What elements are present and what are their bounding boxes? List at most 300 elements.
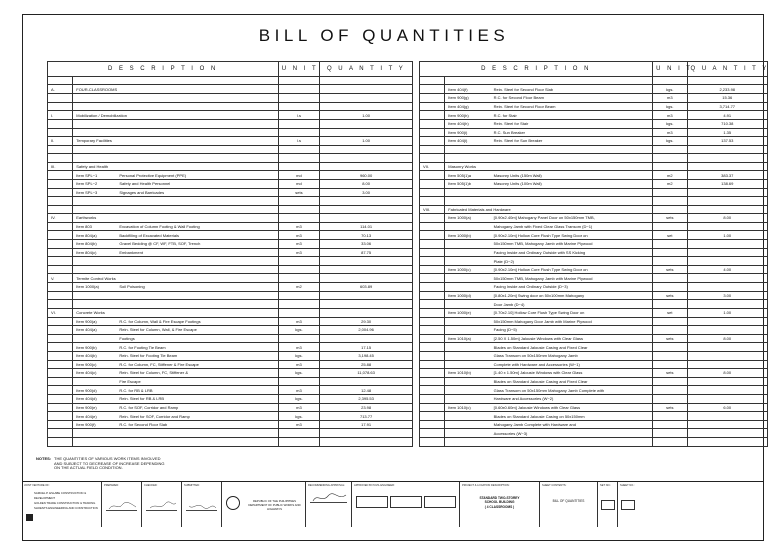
left-n-cell xyxy=(48,300,73,309)
column-gap xyxy=(413,283,420,292)
right-unit-cell xyxy=(653,343,687,352)
left-unit-cell xyxy=(278,308,319,317)
right-qty-cell xyxy=(687,326,768,335)
column-gap xyxy=(413,179,420,188)
right-qty-cell xyxy=(687,154,768,162)
right-desc-cell: Masonry Units (150m Wall) xyxy=(491,171,653,180)
table-row xyxy=(48,257,768,266)
right-qty-cell: 138.69 xyxy=(687,179,768,188)
right-desc-cell: Blades on Standard Jalousie Casing on 50x150mm xyxy=(491,412,653,421)
left-desc-cell: Rein. Steel for RB & LRB xyxy=(116,394,278,403)
left-qty-cell: 1.00 xyxy=(320,111,413,120)
left-qty-cell xyxy=(320,145,413,153)
right-qty-cell xyxy=(687,162,768,171)
left-n-cell xyxy=(48,257,73,266)
right-n-cell xyxy=(419,369,444,378)
project-line: STANDARD TWO-STOREY xyxy=(479,496,520,500)
left-item-cell: Mobilization / Demobilization xyxy=(73,111,117,120)
right-item-cell xyxy=(445,377,491,386)
right-unit-cell: sets xyxy=(653,334,687,343)
table-row xyxy=(48,274,768,283)
left-unit-cell xyxy=(278,214,319,223)
right-item-cell: Item 1010(c) xyxy=(445,403,491,412)
column-gap xyxy=(413,360,420,369)
left-unit-cell xyxy=(278,265,319,274)
right-unit-cell: m3 xyxy=(653,128,687,137)
left-desc-cell xyxy=(116,137,278,146)
right-item-cell: Item 404(f) xyxy=(445,85,491,94)
right-qty-cell: 3,714.77 xyxy=(687,102,768,111)
left-desc-cell: R.C. for Second Floor Slab xyxy=(116,420,278,429)
right-unit-cell xyxy=(653,154,687,162)
column-gap xyxy=(413,291,420,300)
right-qty-cell: 2,233.98 xyxy=(687,85,768,94)
dpwh-seal xyxy=(226,496,240,510)
right-qty-cell: 6.00 xyxy=(687,403,768,412)
left-n-cell xyxy=(48,197,73,205)
column-gap xyxy=(413,394,420,403)
table-row xyxy=(48,137,768,146)
table-row xyxy=(48,334,768,343)
left-item-cell xyxy=(73,197,117,205)
left-unit-cell xyxy=(278,257,319,266)
left-qty-cell: 603.89 xyxy=(320,283,413,292)
table-row xyxy=(48,248,768,257)
right-qty-cell xyxy=(687,240,768,249)
right-item-cell: Item 1010(b) xyxy=(445,369,491,378)
table-row xyxy=(48,420,768,429)
right-desc-cell: Glass Transom on 50x150mm Mahogany Jamb Complete with xyxy=(491,386,653,395)
column-gap xyxy=(413,351,420,360)
right-quantity-header: Q U A N T I T Y xyxy=(687,62,768,77)
left-qty-cell xyxy=(320,274,413,283)
table-row xyxy=(48,343,768,352)
right-item-cell xyxy=(445,145,491,153)
left-item-cell: Earthworks xyxy=(73,214,117,223)
venture-line: SHOENTS ENGINEERING AND CONSTRUCTION xyxy=(34,506,98,510)
approved-heading: APPROVED BY/CIVIL ENGINEER: xyxy=(354,484,395,487)
right-unit-cell xyxy=(653,240,687,249)
right-desc-cell: 50x150mm Mahogany Door Jamb with Marine Plywood xyxy=(491,317,653,326)
right-qty-cell xyxy=(687,197,768,205)
right-unit-cell xyxy=(653,77,687,85)
right-unit-cell: m2 xyxy=(653,179,687,188)
left-n-cell xyxy=(48,438,73,447)
right-qty-cell: 137.53 xyxy=(687,137,768,146)
left-qty-cell xyxy=(320,85,413,94)
table-row xyxy=(48,231,768,240)
right-item-cell: Item 505(1)b xyxy=(445,179,491,188)
left-qty-cell: 2,004.96 xyxy=(320,326,413,335)
left-qty-cell xyxy=(320,205,413,214)
left-n-cell xyxy=(48,119,73,128)
column-gap xyxy=(413,248,420,257)
right-n-cell xyxy=(419,240,444,249)
right-desc-cell: [0.90x2.10m] Hollow Core Flush Type Swing Door on xyxy=(491,265,653,274)
right-item-cell xyxy=(445,317,491,326)
right-qty-cell xyxy=(687,145,768,153)
left-n-cell xyxy=(48,291,73,300)
left-n-cell xyxy=(48,377,73,386)
sheet-no-heading: SHEET NO.: xyxy=(620,484,635,487)
right-item-cell: Item 900(h) xyxy=(445,111,491,120)
table-row xyxy=(48,429,768,438)
left-qty-cell: 3.00 xyxy=(320,188,413,197)
left-n-cell xyxy=(48,188,73,197)
left-item-cell: Item 404(b) xyxy=(73,351,117,360)
right-n-cell xyxy=(419,222,444,231)
right-unit-cell: set xyxy=(653,308,687,317)
left-desc-cell xyxy=(116,274,278,283)
right-qty-cell: 15.36 xyxy=(687,94,768,103)
left-qty-cell xyxy=(320,257,413,266)
left-unit-cell xyxy=(278,429,319,438)
right-qty-cell: 1.00 xyxy=(687,231,768,240)
right-qty-cell: 4.91 xyxy=(687,111,768,120)
left-desc-cell: R.C. for SOF, Corridor and Ramp xyxy=(116,403,278,412)
left-item-cell: FOUR-CLASSROOMS xyxy=(73,85,117,94)
left-qty-cell: 25.88 xyxy=(320,360,413,369)
left-item-cell xyxy=(73,154,117,162)
table-row xyxy=(48,308,768,317)
left-qty-cell: 29.30 xyxy=(320,317,413,326)
column-gap xyxy=(413,94,420,103)
right-desc-cell: [1.40 x 1.50m] Jalousie Windows with Clear Glass xyxy=(491,369,653,378)
right-n-cell xyxy=(419,179,444,188)
right-desc-cell xyxy=(491,77,653,85)
column-gap xyxy=(413,369,420,378)
left-item-cell xyxy=(73,145,117,153)
contractor-logo xyxy=(26,514,33,521)
right-qty-cell xyxy=(687,351,768,360)
right-desc-cell xyxy=(491,162,653,171)
right-desc-cell: Complete with Hardware and Accessories (W−1) xyxy=(491,360,653,369)
project-heading: PROJECT & LOCATION DESCRIPTION: xyxy=(462,484,510,487)
table-row xyxy=(48,111,768,120)
right-n-cell xyxy=(419,351,444,360)
column-gap xyxy=(413,386,420,395)
right-qty-cell: 8.00 xyxy=(687,369,768,378)
right-n-cell xyxy=(419,197,444,205)
table-row xyxy=(48,300,768,309)
right-unit-cell: sets xyxy=(653,369,687,378)
right-desc-cell: [2.50 X 1.50m] Jalousie Windows with Clear Glass xyxy=(491,334,653,343)
right-desc-cell: Mahogany Jamb with Fixed Clear Glass Transom (D−1) xyxy=(491,222,653,231)
project-line: ( 4 CLASSROOMS ) xyxy=(484,504,515,509)
left-unit-cell: m3 xyxy=(278,222,319,231)
left-n-cell xyxy=(48,222,73,231)
right-item-cell xyxy=(445,257,491,266)
right-n-cell xyxy=(419,119,444,128)
right-item-cell xyxy=(445,240,491,249)
left-item-cell xyxy=(73,429,117,438)
right-n-cell xyxy=(419,394,444,403)
column-gap xyxy=(413,240,420,249)
left-unit-cell: m3 xyxy=(278,231,319,240)
right-qty-cell: 1.00 xyxy=(687,308,768,317)
right-item-cell xyxy=(445,222,491,231)
right-item-cell xyxy=(445,154,491,162)
left-item-cell: Item 804(b) xyxy=(73,240,117,249)
left-n-cell: VI. xyxy=(48,308,73,317)
right-unit-cell xyxy=(653,145,687,153)
column-gap xyxy=(413,119,420,128)
right-item-cell xyxy=(445,360,491,369)
right-item-cell: Item 1000(c) xyxy=(445,265,491,274)
left-description-header: D E S C R I P T I O N xyxy=(48,62,279,77)
table-row xyxy=(48,162,768,171)
right-item-cell: Item 900(i) xyxy=(445,128,491,137)
left-unit-cell: kgs. xyxy=(278,394,319,403)
right-n-cell xyxy=(419,317,444,326)
right-n-cell xyxy=(419,360,444,369)
right-unit-cell xyxy=(653,412,687,421)
table-row xyxy=(48,438,768,447)
sheet-contents-value: BILL OF QUANTITIES xyxy=(552,499,585,503)
right-n-cell xyxy=(419,386,444,395)
right-desc-cell: Hardware and Accessories (W−2) xyxy=(491,394,653,403)
right-unit-cell xyxy=(653,274,687,283)
right-item-cell: Item 1000(a) xyxy=(445,214,491,223)
right-desc-cell: 50x150mm TMB, Mahogany Jamb with Marine Plywood xyxy=(491,240,653,249)
left-qty-cell: 17.15 xyxy=(320,343,413,352)
left-desc-cell: Gravel Bedding @ CF, WF, FTB, SOF, Trench xyxy=(116,240,278,249)
left-unit-cell: kgs. xyxy=(278,326,319,335)
left-n-cell xyxy=(48,77,73,85)
left-item-cell xyxy=(73,438,117,447)
left-unit-cell xyxy=(278,162,319,171)
right-n-cell xyxy=(419,420,444,429)
right-n-cell xyxy=(419,326,444,335)
column-gap xyxy=(413,412,420,421)
left-qty-cell xyxy=(320,214,413,223)
right-n-cell xyxy=(419,377,444,386)
column-gap xyxy=(413,420,420,429)
column-gap xyxy=(413,154,420,162)
left-item-cell xyxy=(73,128,117,137)
table-row xyxy=(48,265,768,274)
right-n-cell xyxy=(419,171,444,180)
left-item-cell xyxy=(73,94,117,103)
column-gap xyxy=(413,77,420,85)
right-unit-cell xyxy=(653,197,687,205)
left-item-cell xyxy=(73,119,117,128)
left-item-cell: Termite Control Works xyxy=(73,274,117,283)
right-desc-cell: Rein. Steel for Second Floor Beam xyxy=(491,102,653,111)
right-desc-cell: Rein. Steel for Stair xyxy=(491,119,653,128)
right-qty-cell xyxy=(687,394,768,403)
column-gap xyxy=(413,214,420,223)
right-unit-cell xyxy=(653,420,687,429)
left-item-cell: Item 804(a) xyxy=(73,231,117,240)
left-n-cell xyxy=(48,334,73,343)
right-n-cell xyxy=(419,438,444,447)
left-unit-cell xyxy=(278,205,319,214)
right-item-cell xyxy=(445,343,491,352)
set-no-box xyxy=(601,500,615,510)
right-desc-cell xyxy=(491,438,653,447)
table-row xyxy=(48,205,768,214)
left-qty-cell: 23.98 xyxy=(320,403,413,412)
right-n-cell xyxy=(419,274,444,283)
right-n-cell xyxy=(419,145,444,153)
right-item-cell: Item 1000(e) xyxy=(445,308,491,317)
left-n-cell xyxy=(48,128,73,137)
left-qty-cell: 713.77 xyxy=(320,412,413,421)
right-item-cell: Fabricated Materials and Hardware xyxy=(445,205,491,214)
table-row xyxy=(48,179,768,188)
column-gap xyxy=(413,265,420,274)
joint-venture-heading: JOINT VENTURE OF: xyxy=(24,484,50,487)
right-desc-cell: [0.70x2.10] Hollow Core Flush Type Swing Door on xyxy=(491,308,653,317)
right-qty-cell xyxy=(687,412,768,421)
right-item-cell: Item 1010(a) xyxy=(445,334,491,343)
column-gap xyxy=(413,257,420,266)
left-qty-cell xyxy=(320,197,413,205)
table-row xyxy=(48,291,768,300)
right-n-cell xyxy=(419,77,444,85)
right-desc-cell xyxy=(491,154,653,162)
left-unit-cell: kgs. xyxy=(278,369,319,378)
left-n-cell xyxy=(48,412,73,421)
left-unit-cell xyxy=(278,94,319,103)
right-qty-cell: 383.37 xyxy=(687,171,768,180)
left-unit-cell xyxy=(278,377,319,386)
right-unit-cell xyxy=(653,188,687,197)
left-n-cell xyxy=(48,265,73,274)
left-desc-cell xyxy=(116,85,278,94)
left-desc-cell: Rein. Steel for SOF, Corridor and Ramp xyxy=(116,412,278,421)
left-n-cell xyxy=(48,145,73,153)
sheet-no-cell xyxy=(618,482,638,527)
table-row xyxy=(48,326,768,335)
left-n-cell xyxy=(48,248,73,257)
right-n-cell xyxy=(419,429,444,438)
column-gap xyxy=(413,197,420,205)
left-unit-cell: m3 xyxy=(278,420,319,429)
checked-heading: CHECKED: xyxy=(144,484,158,487)
left-item-cell: Temporary Facilities xyxy=(73,137,117,146)
right-n-cell xyxy=(419,248,444,257)
right-unit-cell xyxy=(653,205,687,214)
left-n-cell xyxy=(48,386,73,395)
right-unit-cell: kgs. xyxy=(653,102,687,111)
left-desc-cell: Footings xyxy=(116,334,278,343)
left-desc-cell xyxy=(116,291,278,300)
right-description-header: D E S C R I P T I O N xyxy=(419,62,652,77)
left-item-cell: Item 803 xyxy=(73,222,117,231)
left-desc-cell xyxy=(116,257,278,266)
column-gap xyxy=(413,85,420,94)
left-item-cell xyxy=(73,291,117,300)
right-desc-cell xyxy=(491,145,653,153)
left-qty-cell: 960.00 xyxy=(320,171,413,180)
right-unit-cell: m2 xyxy=(653,171,687,180)
table-row xyxy=(48,369,768,378)
table-row xyxy=(48,145,768,153)
left-desc-cell xyxy=(116,308,278,317)
prepared-signature xyxy=(106,501,137,511)
table-row xyxy=(48,386,768,395)
right-desc-cell xyxy=(491,197,653,205)
left-n-cell: IV. xyxy=(48,214,73,223)
right-n-cell xyxy=(419,334,444,343)
left-unit-cell: m3 xyxy=(278,403,319,412)
right-unit-cell xyxy=(653,248,687,257)
prepared-cell xyxy=(102,482,142,527)
left-unit-cell: l.s xyxy=(278,111,319,120)
left-desc-cell xyxy=(116,111,278,120)
right-item-cell xyxy=(445,394,491,403)
left-desc-cell xyxy=(116,205,278,214)
joint-venture-cell xyxy=(22,482,102,527)
column-gap xyxy=(413,171,420,180)
left-qty-cell xyxy=(320,308,413,317)
submitted-heading: SUBMITTED: xyxy=(184,484,200,487)
right-desc-cell: [0.90x2.40m] Mahogany Panel Door on 50x150mm TMB, xyxy=(491,214,653,223)
column-gap xyxy=(413,438,420,447)
right-item-cell: Masonry Works xyxy=(445,162,491,171)
left-item-cell: Concrete Works xyxy=(73,308,117,317)
right-item-cell xyxy=(445,188,491,197)
right-unit-cell xyxy=(653,386,687,395)
right-qty-cell xyxy=(687,360,768,369)
right-n-cell xyxy=(419,283,444,292)
checked-signature xyxy=(146,501,177,511)
notes xyxy=(36,456,165,470)
left-qty-cell xyxy=(320,291,413,300)
left-desc-cell: R.C. for Footing Tie Beam xyxy=(116,343,278,352)
left-unit-cell xyxy=(278,119,319,128)
left-desc-cell: Signages and Barricades xyxy=(116,188,278,197)
left-desc-cell xyxy=(116,300,278,309)
sheet-no-box xyxy=(621,500,635,510)
right-item-cell xyxy=(445,386,491,395)
right-n-cell xyxy=(419,403,444,412)
left-item-cell xyxy=(73,205,117,214)
left-n-cell xyxy=(48,360,73,369)
left-quantity-header: Q U A N T I T Y xyxy=(320,62,413,77)
right-qty-cell xyxy=(687,420,768,429)
column-gap xyxy=(413,343,420,352)
right-desc-cell: 50x150mm TMB, Mahogany Jamb with Marine Plywood xyxy=(491,274,653,283)
right-item-cell xyxy=(445,351,491,360)
right-n-cell xyxy=(419,214,444,223)
left-unit-cell xyxy=(278,102,319,111)
left-unit-header: U N I T xyxy=(278,62,319,77)
right-n-cell xyxy=(419,300,444,309)
right-n-cell xyxy=(419,102,444,111)
table-row xyxy=(48,171,768,180)
left-desc-cell xyxy=(116,162,278,171)
left-item-cell: Item SPL−2 xyxy=(73,179,117,188)
left-n-cell xyxy=(48,403,73,412)
left-qty-cell: 87.75 xyxy=(320,248,413,257)
right-desc-cell: Facing Inside and Ordinary Outside (D−3) xyxy=(491,283,653,292)
left-unit-cell: kgs. xyxy=(278,351,319,360)
left-item-cell: Item SPL−1 xyxy=(73,171,117,180)
left-qty-cell xyxy=(320,265,413,274)
right-unit-cell: kgs. xyxy=(653,137,687,146)
left-qty-cell xyxy=(320,77,413,85)
left-item-cell: Item 404(c) xyxy=(73,369,117,378)
left-qty-cell: 70.13 xyxy=(320,231,413,240)
table-row xyxy=(48,188,768,197)
left-unit-cell: m3 xyxy=(278,248,319,257)
left-item-cell xyxy=(73,334,117,343)
table-row xyxy=(48,77,768,85)
right-n-cell xyxy=(419,257,444,266)
